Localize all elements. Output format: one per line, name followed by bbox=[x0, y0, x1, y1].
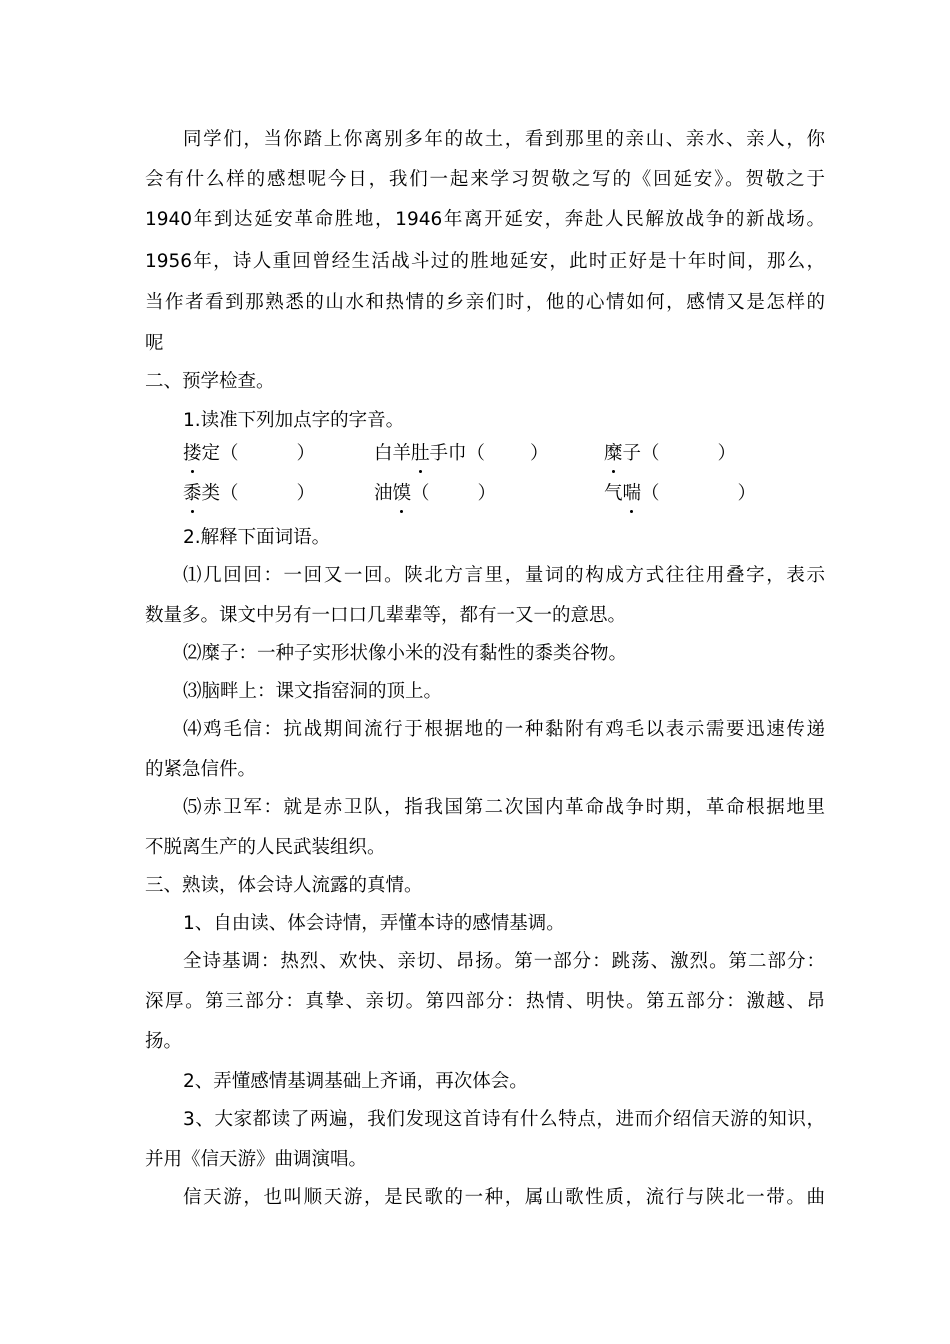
intro-line-4: 1956年，诗人重回曾经生活战斗过的胜地延安，此时正好是十年时间，那么， bbox=[145, 251, 825, 272]
pinyin-item: 糜子（ ） bbox=[604, 443, 737, 464]
definition-line: ⑷鸡毛信：抗战期间流行于根据地的一种黏附有鸡毛以表示需要迅速传递 bbox=[183, 719, 825, 740]
definition-line: 数量多。课文中另有一口口几辈辈等，都有一又一的意思。 bbox=[145, 605, 627, 626]
section3-line: 并用《信天游》曲调演唱。 bbox=[145, 1149, 368, 1170]
definition-line: ⑴几回回：一回又一回。陕北方言里，量词的构成方式往往用叠字，表示 bbox=[183, 565, 825, 586]
question-1: 1.读准下列加点字的字音。 bbox=[183, 410, 405, 431]
definition-line: ⑵糜子：一种子实形状像小米的没有黏性的黍类谷物。 bbox=[183, 643, 628, 664]
section3-line: 3、大家都读了两遍，我们发现这首诗有什么特点，进而介绍信天游的知识， bbox=[183, 1109, 825, 1130]
dotted-char: 肚 bbox=[411, 443, 430, 464]
section3-line: 2、弄懂感情基调基础上齐诵，再次体会。 bbox=[183, 1071, 528, 1092]
definition-line: 不脱离生产的人民武装组织。 bbox=[145, 837, 386, 858]
section3-line: 扬。 bbox=[145, 1031, 183, 1052]
pinyin-item: 油馍（ ） bbox=[374, 483, 497, 504]
pinyin-item: 气喘（ ） bbox=[604, 483, 757, 504]
intro-line-5: 当作者看到那熟悉的山水和热情的乡亲们时，他的心情如何，感情又是怎样的 bbox=[145, 292, 825, 313]
pinyin-item: 搂定（ ） bbox=[183, 443, 316, 464]
dotted-char: 喘 bbox=[622, 483, 642, 504]
section3-line: 信天游，也叫顺天游，是民歌的一种，属山歌性质，流行与陕北一带。曲 bbox=[183, 1187, 825, 1208]
section3-line: 全诗基调：热烈、欢快、亲切、昂扬。第一部分：跳荡、激烈。第二部分： bbox=[183, 951, 825, 972]
intro-line-3: 1940年到达延安革命胜地，1946年离开延安，奔赴人民解放战争的新战场。 bbox=[145, 209, 825, 230]
dotted-char: 搂 bbox=[183, 443, 202, 464]
definition-line: 的紧急信件。 bbox=[145, 759, 257, 780]
intro-line-1: 同学们，当你踏上你离别多年的故土，看到那里的亲山、亲水、亲人，你 bbox=[183, 129, 825, 150]
section3-heading: 三、熟读，体会诗人流露的真情。 bbox=[145, 875, 423, 896]
section3-line: 1、自由读、体会诗情，弄懂本诗的感情基调。 bbox=[183, 913, 565, 934]
definition-line: ⑸赤卫军：就是赤卫队，指我国第二次国内革命战争时期，革命根据地里 bbox=[183, 797, 825, 818]
question-2: 2.解释下面词语。 bbox=[183, 527, 331, 548]
dotted-char: 糜 bbox=[604, 443, 623, 464]
dotted-char: 黍 bbox=[183, 483, 202, 504]
definition-line: ⑶脑畔上：课文指窑洞的顶上。 bbox=[183, 681, 443, 702]
pinyin-item: 白羊肚手巾（ ） bbox=[374, 443, 549, 464]
section3-line: 深厚。第三部分：真挚、亲切。第四部分：热情、明快。第五部分：激越、昂 bbox=[145, 991, 825, 1012]
intro-line-6: 呢 bbox=[145, 333, 164, 354]
section2-heading: 二、预学检查。 bbox=[145, 371, 275, 392]
dotted-char: 馍 bbox=[392, 483, 412, 504]
pinyin-item: 黍类（ ） bbox=[183, 483, 316, 504]
intro-line-2: 会有什么样的感想呢今日，我们一起来学习贺敬之写的《回延安》。贺敬之于 bbox=[145, 169, 825, 190]
